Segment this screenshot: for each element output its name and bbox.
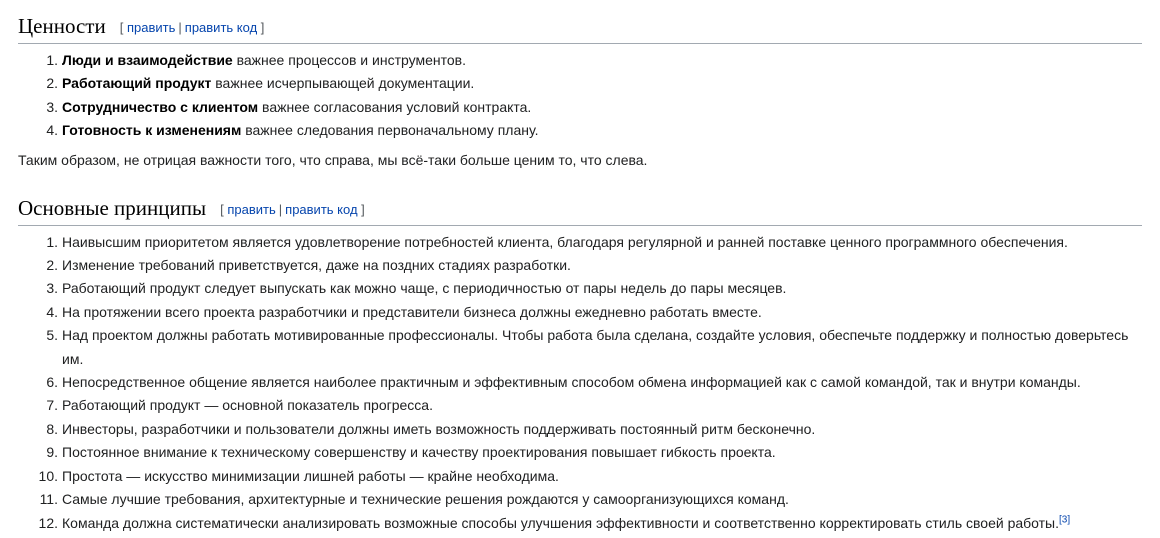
values-edit-code-link[interactable]: править код [184, 20, 258, 35]
value-term: Готовность к изменениям [62, 122, 242, 139]
value-description: важнее следования первоначальному плану. [241, 122, 539, 139]
list-number: 4. [46, 303, 58, 320]
values-list [18, 49, 1142, 143]
list-number: 11. [39, 491, 58, 508]
list-number: 12. [38, 514, 58, 531]
edit-separator: | [278, 201, 283, 217]
list-item [38, 512, 1142, 535]
principle-text: Над проектом должны работать мотивированные профессионалы. Чтобы работа была сделана, создайте условия, обеспечьте поддержку и полностью доверьтесь им. [62, 327, 1129, 367]
list-item [46, 231, 1142, 254]
edit-separator: | [178, 20, 182, 35]
edit-bracket-open: [ [119, 20, 124, 35]
values-heading-title: Ценности [18, 14, 106, 38]
list-number: 6. [46, 374, 58, 391]
list-number: 4. [46, 122, 58, 139]
list-number: 9. [46, 444, 58, 461]
list-number: 5. [46, 327, 58, 344]
values-heading [18, 13, 1142, 44]
value-term: Люди и взаимодействие [62, 52, 233, 68]
edit-bracket-close: ] [260, 20, 265, 35]
list-item [46, 394, 1142, 417]
principle-text: Непосредственное общение является наиболее практичным и эффективным способом обмена информацией как с самой командой, так и внутри команды. [62, 374, 1081, 391]
values-edit-link[interactable]: править [126, 20, 176, 35]
principle-text: Простота — искусство минимизации лишней работы — крайне необходима. [62, 467, 559, 484]
list-item [46, 72, 1142, 95]
principle-text: Инвесторы, разработчики и пользователи должны иметь возможность поддерживать постоянный ритм бесконечно. [62, 420, 816, 437]
principle-text: Наивысшим приоритетом является удовлетворение потребностей клиента, благодаря регулярной и ранней поставке ценного программного обеспечения. [62, 233, 1068, 250]
principle-text: Самые лучшие требования, архитектурные и технические решения рождаются у самоорганизующихся команд. [62, 491, 789, 508]
list-item [46, 96, 1142, 119]
list-item [46, 49, 1142, 72]
value-description: важнее согласования условий контракта. [258, 98, 532, 115]
principles-heading [18, 195, 1142, 226]
value-term: Сотрудничество с клиентом [62, 98, 259, 115]
list-number: 2. [46, 75, 58, 92]
value-description: важнее исчерпывающей документации. [211, 75, 475, 92]
list-item [38, 465, 1142, 488]
list-number: 7. [46, 397, 58, 414]
list-number: 8. [46, 420, 58, 437]
principles-list [18, 231, 1142, 535]
principles-edit-code-link[interactable]: править код [285, 201, 358, 217]
principle-text: Команда должна систематически анализировать возможные способы улучшения эффективности и соответственно корректировать стиль своей работы. [62, 514, 1060, 531]
list-number: 1. [46, 233, 58, 250]
list-item [46, 254, 1142, 277]
edit-bracket-close: ] [361, 201, 365, 217]
article-content [18, 0, 1142, 535]
list-item [46, 324, 1142, 371]
principle-text: Изменение требований приветствуется, даже на поздних стадиях разработки. [62, 257, 571, 274]
reference-link[interactable]: [3] [1059, 513, 1071, 525]
list-item [39, 488, 1142, 511]
value-description: важнее процессов и инструментов. [232, 52, 466, 68]
reference-footnote [1059, 514, 1070, 525]
edit-bracket-open: [ [220, 201, 224, 217]
principle-text: Постоянное внимание к техническому совершенству и качеству проектирования повышает гибкость проекта. [62, 444, 776, 461]
list-item [46, 418, 1142, 441]
list-number: 10. [38, 467, 58, 484]
principles-edit-link[interactable]: править [227, 201, 276, 217]
list-item [46, 301, 1142, 324]
principle-text: Работающий продукт — основной показатель прогресса. [62, 397, 433, 414]
list-number: 2. [46, 257, 58, 274]
list-item [46, 119, 1142, 142]
principle-text: Работающий продукт следует выпускать как можно чаще, с периодичностью от пары недель до пары месяцев. [62, 280, 787, 297]
values-edit-section [120, 20, 265, 35]
values-summary: Таким образом, не отрицая важности того, что справа, мы всё-таки больше ценим то, что слева. [18, 151, 648, 168]
principle-text: На протяжении всего проекта разработчики и представители бизнеса должны ежедневно работать вместе. [62, 303, 762, 320]
list-item [46, 277, 1142, 300]
value-term: Работающий продукт [62, 75, 212, 92]
list-item [46, 371, 1142, 394]
list-number: 3. [46, 98, 58, 115]
list-item [46, 441, 1142, 464]
principles-edit-section [220, 202, 365, 217]
list-number: 3. [46, 280, 58, 297]
principles-heading-title: Основные принципы [18, 195, 207, 220]
list-number: 1. [46, 52, 58, 68]
